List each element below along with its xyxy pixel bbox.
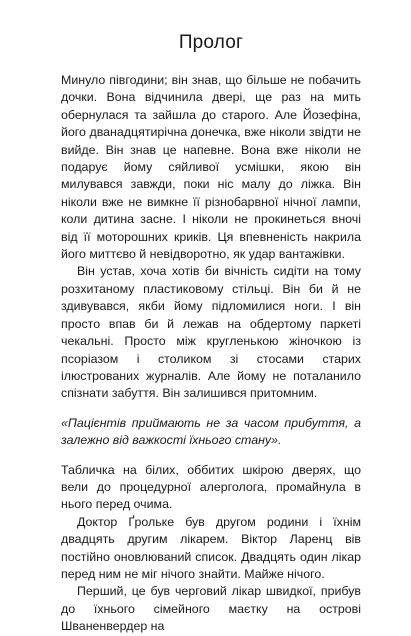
chapter-title: Пролог	[178, 32, 244, 53]
paragraph-2: Він устав, хоча хотів би вічність сидіти на тому розхитаному пластиковому стільці. Він би й не здивувався, якби йому підломилися ноги. І він просто впав би й лежав на обдертому паркеті чекальні. Просто між кругленькою жіночкою із псоріазом і столиком зі стосами старих ілюстрованих журналів. Але йому не поталанило спізнати забуття. Він залишився притомним.	[61, 264, 361, 401]
paragraph-5: Перший, це був черговий лікар швидкої, прибув до їхнього сімейного маєтку на острові Шваненвердер на	[61, 584, 361, 634]
paragraph-3: Табличка на білих, оббитих шкірою дверях, що вели до процедурної алерголога, промайнула в нього перед очима.	[61, 462, 361, 512]
book-page	[61, 32, 361, 636]
paragraph-1: Минуло півгодини; він знав, що більше не побачить дочки. Вона відчинила двері, ще раз на мить обернулася та зайшла до старого. Але Йозефіна, його дванадцятирічна донечка, вже ніколи звідти не вийде. Він знав це напевне. Вона вже ніколи не подарує йому сяйливої усмішки, якою він милувався завжди, поки ніс малу до ліжка. Він ніколи вже не вимкне її різнобарвної нічної лампи, коли дитина засне. І ніколи не прокинеться вночі від її моторошних криків. Ця впевненість накрила його миттєво й невідворотно, як удар вантажівки.	[61, 73, 361, 262]
paragraph-4: Доктор Ґрольке був другом родини і їхнім двадцять другим лікарем. Віктор Ларенц вів постійно оновлюваний список. Двадцять один лікар перед ним не міг нічого знайти. Майже нічого.	[61, 514, 361, 581]
italic-quote: «Пацієнтів приймають не за часом прибуття, а залежно від важкості їхнього стану».	[61, 415, 361, 448]
